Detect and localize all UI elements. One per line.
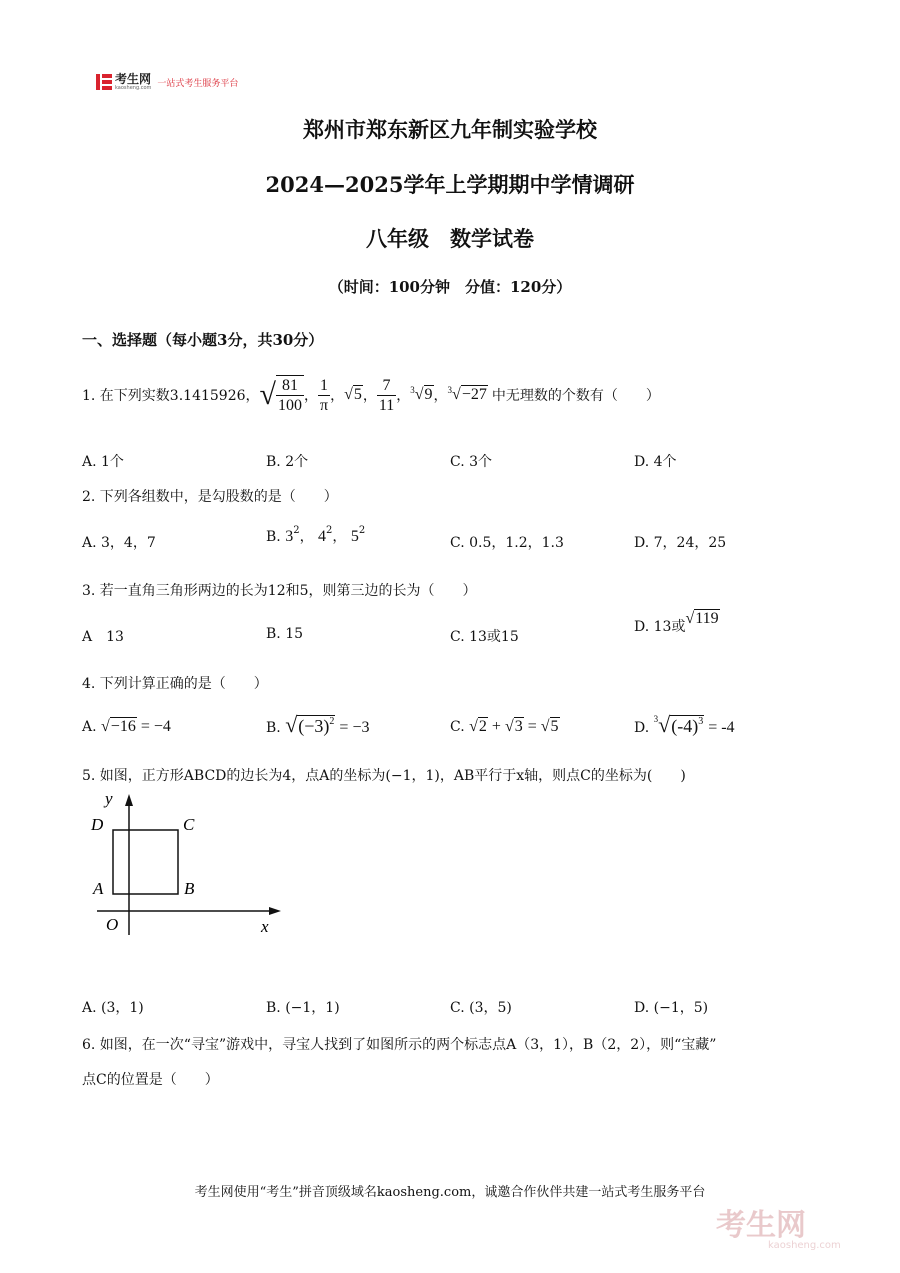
q1-r5: 5 (353, 386, 362, 403)
q4-c-plus: + (487, 718, 505, 735)
q4-b-label: B. (266, 720, 281, 736)
q2-option-a: A. 3，4，7 (82, 535, 156, 551)
label-a: A (93, 879, 104, 898)
q2-b-exp: 2 (293, 525, 300, 536)
q3-option-c: C. 13或15 (450, 629, 519, 645)
q1-option-c: C. 3个 (450, 454, 493, 470)
question-5: 5. 如图，正方形ABCD的边长为4，点A的坐标为(−1，1)，AB平行于x轴，则点C的坐标为( ) (82, 768, 686, 784)
q1-f1-den: 100 (277, 397, 302, 414)
q4-c-eq: = (523, 718, 541, 735)
q5-option-c: C. (3，5) (450, 1000, 512, 1016)
section-title: 一、选择题（每小题3分，共30分） (82, 331, 324, 349)
header-logo (96, 72, 238, 92)
question-4: 4. 下列计算正确的是（ ） (82, 676, 268, 692)
q4-b-eq: = −3 (335, 719, 370, 736)
q1-cube2: −27 (461, 386, 487, 403)
q1-comma: ， (330, 388, 345, 404)
q1-comma: ， (362, 388, 377, 404)
logo-name: 考生网 (115, 71, 152, 86)
q2-b-base-3: 5 (350, 528, 359, 545)
q4-b-sqrt: $√(-3)^2$ (285, 712, 335, 737)
question-1 (82, 368, 660, 422)
q1-sqrt-5: √5 (344, 386, 362, 403)
q4-option-d (634, 712, 735, 738)
q3-d-rad: 119 (695, 610, 719, 627)
q4-c-r3: 5 (550, 718, 559, 735)
question-2: 2. 下列各组数中，是勾股数的是（ ） (82, 489, 338, 505)
q1-fraction-pi (318, 376, 330, 415)
footer-text: 考生网使用“考生”拼音顶级域名kaosheng.com，诚邀合作伙伴共建一站式考生服务平台 (194, 1185, 706, 1200)
question-6-line-1: 6. 如图，在一次“寻宝”游戏中，寻宝人找到了如图所示的两个标志点A（3，1），B（2，2），则“宝藏” (82, 1037, 717, 1053)
q2-b-label: B. (266, 529, 281, 545)
label-y: y (105, 790, 113, 808)
logo-slogan: 一站式考生服务平台 (157, 78, 239, 89)
label-o: O (106, 915, 119, 934)
q1-f3-den: 11 (378, 396, 395, 414)
q1-option-b: B. 2个 (266, 454, 309, 470)
q4-d-cbrt: $^3√(-4)^3$ (653, 712, 704, 737)
q2-b-exp: 2 (326, 525, 333, 536)
q1-f2-den: π (319, 396, 329, 414)
q1-cube-index: 3 (447, 385, 453, 395)
q3-d-sqrt: √119 (685, 610, 719, 627)
q4-option-b (266, 712, 369, 738)
label-x: x (261, 917, 269, 936)
q1-f2-num: 1 (318, 376, 330, 396)
q2-b-base-2: 4 (318, 528, 327, 545)
q1-option-d: D. 4个 (634, 454, 677, 470)
q4-d-label: D. (634, 720, 650, 736)
q4-c-sqrt-5: √5 (540, 718, 559, 735)
question-6-line-2: 点C的位置是（ ） (82, 1072, 219, 1088)
q4-b-exp: 2 (329, 716, 335, 727)
q2-b-exp: 2 (358, 525, 366, 536)
q5-option-d: D. (−1，5) (634, 1000, 709, 1016)
q4-d-eq: = -4 (704, 719, 735, 736)
watermark-logo: 考生网 (716, 1208, 806, 1243)
q3-option-a: A 13 (82, 629, 124, 645)
question-3: 3. 若一直角三角形两边的长为12和5，则第三边的长为（ ） (82, 583, 477, 599)
q1-comma: ， (433, 388, 448, 404)
q1-suffix: 中无理数的个数有（ ） (491, 388, 660, 404)
q1-cube1: 9 (424, 386, 433, 403)
q2-option-b: B. $3^2$， $4^2$， $5^2$ (266, 525, 366, 545)
q1-cbrt-9: $^3$√9 (410, 385, 433, 403)
logo-mark-icon (96, 74, 112, 90)
q4-d-exp: 3 (698, 716, 704, 727)
q4-c-r2: 3 (514, 718, 523, 735)
q1-cube-index: 3 (410, 385, 415, 395)
q1-fraction-7-11 (377, 376, 396, 415)
q1-option-a: A. 1个 (82, 454, 124, 470)
q4-a-rad: −16 (110, 718, 136, 735)
logo-domain: kaosheng.com (115, 84, 152, 91)
q3-option-b: B. 15 (266, 626, 304, 642)
q2-option-d: D. 7，24，25 (634, 535, 727, 551)
subject-title: 八年级 数学试卷 (366, 226, 534, 251)
q1-cbrt-27: $^3$√−27 (447, 385, 487, 403)
q2-b-base-1: 3 (285, 528, 294, 545)
q4-c-r1: 2 (478, 718, 487, 735)
q5-option-b: B. (−1，1) (266, 1000, 340, 1016)
exam-title: 2024—2025学年上学期期中学情调研 (265, 172, 635, 197)
q4-a-eq: = −4 (136, 718, 171, 735)
q4-d-base: (-4) (671, 716, 699, 736)
q4-a-sqrt: √−16 (101, 718, 136, 735)
label-d: D (91, 815, 104, 834)
x-axis-arrow-icon (269, 907, 281, 915)
q1-prefix: 1. 在下列实数3.1415926， (82, 388, 260, 404)
q4-a-label: A. (82, 719, 97, 735)
q3-option-d (634, 610, 720, 636)
watermark-domain: kaosheng.com (768, 1240, 841, 1251)
q1-f3-num: 7 (377, 376, 396, 396)
q3-d-prefix: D. 13或 (634, 619, 686, 635)
q4-option-a (82, 718, 171, 736)
label-c: C (183, 815, 195, 834)
q5-coordinate-figure (85, 790, 290, 940)
q4-b-base: (−3) (298, 716, 330, 736)
q1-sqrt-fraction: √ $\frac{81}{100}$ (259, 377, 302, 414)
square-abcd (113, 830, 178, 894)
school-title: 郑州市郑东新区九年制实验学校 (303, 117, 597, 142)
y-axis-arrow-icon (125, 794, 133, 806)
q1-f1-num: 81 (276, 376, 304, 396)
q1-comma: ， (303, 388, 318, 404)
label-b: B (184, 879, 195, 898)
q4-d-index: 3 (653, 714, 659, 724)
q2-option-c: C. 0.5，1.2，1.3 (450, 535, 564, 551)
q4-c-label: C. (450, 719, 465, 735)
q1-comma: ， (396, 388, 411, 404)
exam-info: （时间：100分钟 分值：120分） (328, 278, 572, 296)
q4-option-c (450, 718, 560, 736)
q5-option-a: A. (3，1) (82, 1000, 144, 1016)
q4-c-sqrt-3: √3 (504, 718, 523, 735)
q4-c-sqrt-2: √2 (469, 718, 487, 735)
